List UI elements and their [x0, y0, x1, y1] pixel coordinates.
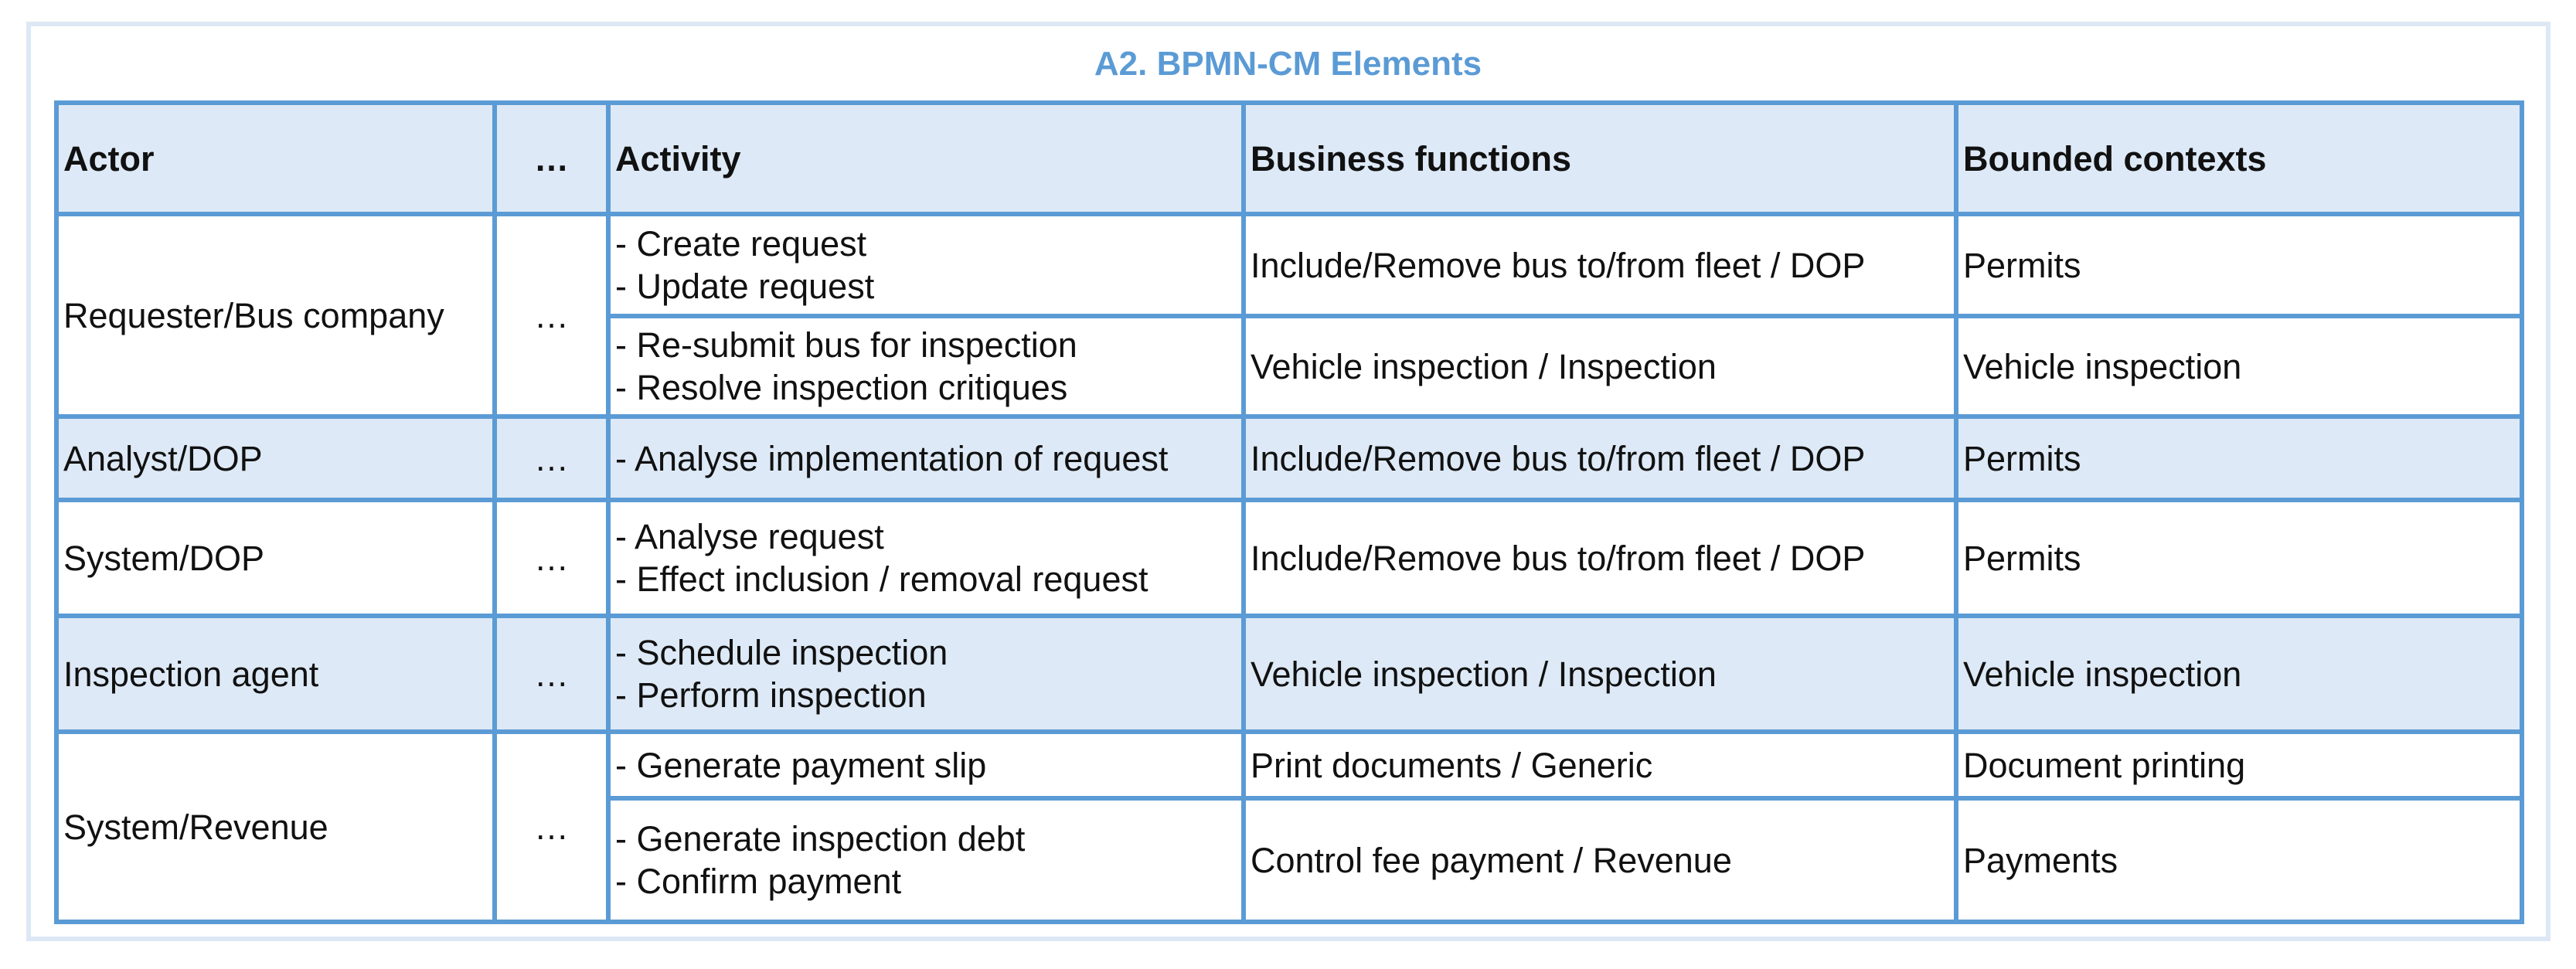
header-actor: Actor	[56, 103, 495, 214]
header-activity: Activity	[608, 103, 1244, 214]
activity-cell	[608, 732, 1244, 798]
activity-line: - Confirm payment	[615, 862, 902, 901]
bpmn-cm-elements-table	[54, 100, 2524, 924]
activity-line: - Create request	[615, 224, 867, 264]
business-function-cell: Control fee payment / Revenue	[1244, 798, 1956, 922]
activity-line: - Perform inspection	[615, 675, 927, 715]
table-title: A2. BPMN-CM Elements	[1094, 45, 1482, 83]
actor-cell: Requester/Bus company	[56, 214, 495, 416]
header-row	[56, 103, 2522, 214]
activity-cell	[608, 416, 1244, 500]
header-bounded-contexts: Bounded contexts	[1956, 103, 2522, 214]
activity-line: - Analyse request	[615, 517, 884, 556]
bounded-context-cell: Permits	[1956, 214, 2522, 316]
activity-cell	[608, 214, 1244, 316]
table-row	[56, 214, 2522, 316]
activity-cell	[608, 616, 1244, 732]
actor-cell: Inspection agent	[56, 616, 495, 732]
ellipsis-cell: …	[495, 616, 608, 732]
activity-line: - Re-submit bus for inspection	[615, 325, 1077, 365]
bounded-context-cell: Vehicle inspection	[1956, 316, 2522, 416]
activity-line: - Update request	[615, 267, 875, 306]
bounded-context-cell: Payments	[1956, 798, 2522, 922]
business-function-cell: Include/Remove bus to/from fleet / DOP	[1244, 214, 1956, 316]
table-row	[56, 732, 2522, 798]
activity-line: - Effect inclusion / removal request	[615, 559, 1148, 599]
actor-cell: System/Revenue	[56, 732, 495, 922]
activity-cell	[608, 316, 1244, 416]
actor-cell: System/DOP	[56, 500, 495, 616]
bounded-context-cell: Permits	[1956, 500, 2522, 616]
table-row	[56, 416, 2522, 500]
table-row	[56, 616, 2522, 732]
activity-line: - Resolve inspection critiques	[615, 368, 1068, 407]
ellipsis-cell: …	[495, 214, 608, 416]
activity-line: - Schedule inspection	[615, 633, 948, 672]
activity-line: - Generate payment slip	[615, 745, 987, 785]
business-function-cell: Vehicle inspection / Inspection	[1244, 616, 1956, 732]
ellipsis-cell: …	[495, 500, 608, 616]
header-ellipsis: …	[495, 103, 608, 214]
header-business-functions: Business functions	[1244, 103, 1956, 214]
activity-line: - Analyse implementation of request	[615, 438, 1169, 478]
activity-cell	[608, 798, 1244, 922]
actor-cell: Analyst/DOP	[56, 416, 495, 500]
business-function-cell: Include/Remove bus to/from fleet / DOP	[1244, 416, 1956, 500]
business-function-cell: Vehicle inspection / Inspection	[1244, 316, 1956, 416]
activity-line: - Generate inspection debt	[615, 819, 1026, 858]
bounded-context-cell: Document printing	[1956, 732, 2522, 798]
bounded-context-cell: Permits	[1956, 416, 2522, 500]
business-function-cell: Print documents / Generic	[1244, 732, 1956, 798]
ellipsis-cell: …	[495, 732, 608, 922]
ellipsis-cell: …	[495, 416, 608, 500]
table-row	[56, 500, 2522, 616]
bounded-context-cell: Vehicle inspection	[1956, 616, 2522, 732]
activity-cell	[608, 500, 1244, 616]
business-function-cell: Include/Remove bus to/from fleet / DOP	[1244, 500, 1956, 616]
